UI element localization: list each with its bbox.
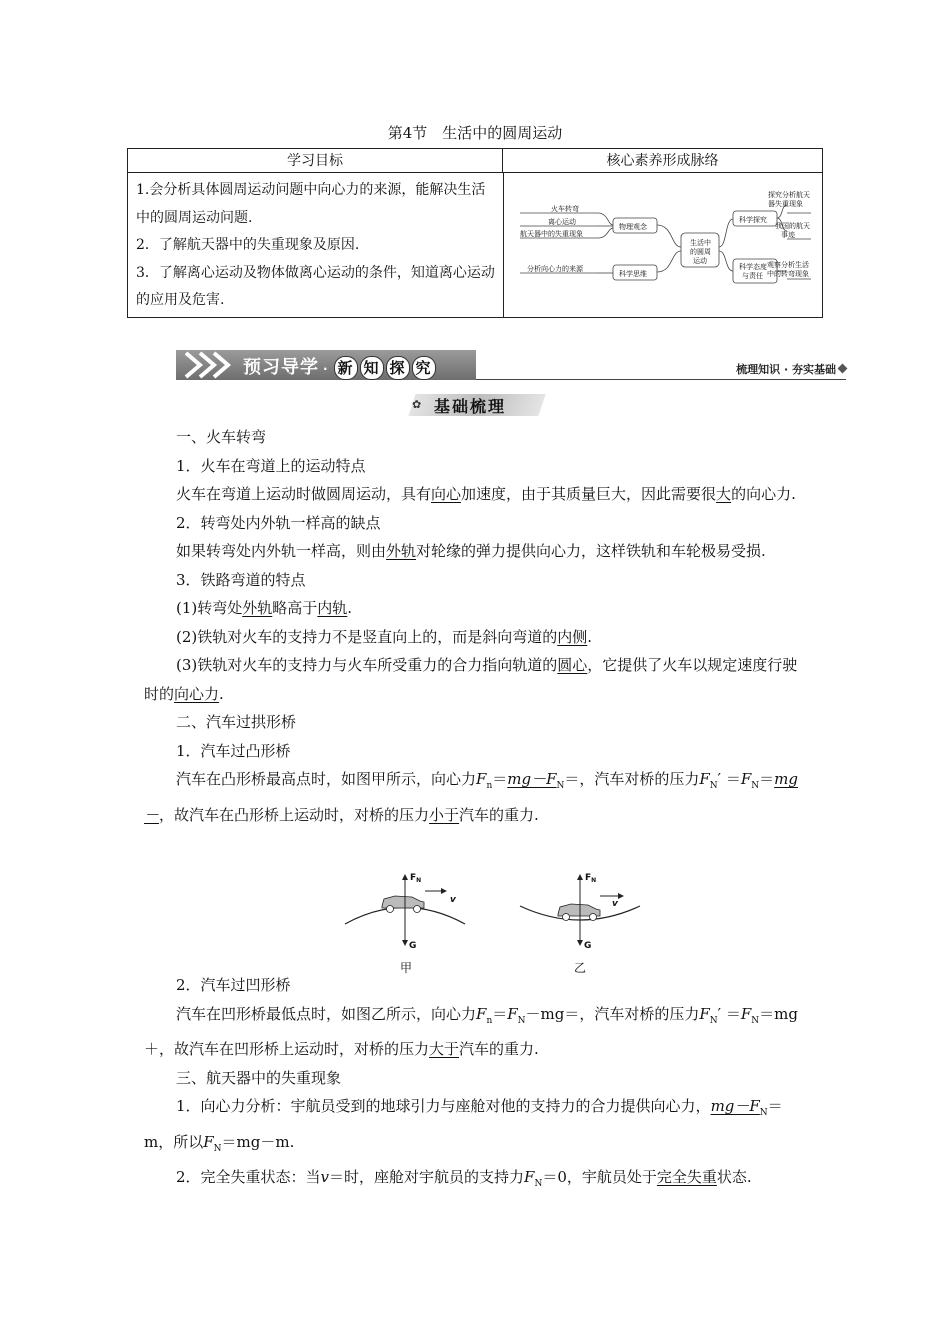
banner-key: 究 [412,356,436,380]
svg-text:甲: 甲 [400,961,413,975]
subheading: 1．火车在弯道上的运动特点 [176,456,366,475]
body-content [144,423,808,1199]
blank-answer: mg－ [144,770,798,824]
mind-center: 的圆周 [690,248,711,256]
paragraph: 2．完全失重状态：当v＝时，座舱对宇航员的支持力$F_N=0$，宇航员处于完全失重状态. [176,1168,752,1189]
blank-answer: 向心 [431,485,462,503]
goal-item: 3．了解离心运动及物体做离心运动的条件，知道离心运动的应用及危害. [136,264,495,308]
heading: 一、火车转弯 [176,428,267,446]
chevrons-icon [180,350,240,380]
goals-header: 学习目标 [128,149,503,173]
goal-item: 1.会分析具体圆周运动问题中向心力的来源，能解决生活中的圆周运动问题. [136,182,486,226]
mind-category: 与责任 [742,272,763,280]
blank-answer: 大于 [429,1040,460,1058]
svg-text:FN: $F_N$ [585,873,597,884]
objectives-table [127,148,823,318]
mind-left-item: 离心运动 [548,218,576,226]
banner-title [243,353,437,380]
mind-right-item: 事迹 [781,231,795,239]
banner-key: 探 [386,356,410,380]
heading: 二、汽车过拱形桥 [176,713,297,731]
subheading: 1．汽车过凸形桥 [176,741,291,760]
mind-left-item: 火车转弯 [551,205,579,213]
mind-category: 物理观念 [619,223,647,231]
paragraph: 1．向心力分析：宇航员受到的地球引力与座舱对他的支持力的合力提供向心力，$mg-F_N=m$，所以$F_N=mg-m$. [144,1097,783,1154]
mind-category: 科学思维 [619,270,647,278]
mind-center: 运动 [693,257,707,265]
table-divider [503,173,504,318]
mindmap-header: 核心素养形成脉络 [503,149,822,173]
mind-category: 科学态度 [739,263,767,271]
convex-bridge-figure [345,873,465,975]
blank-answer: 大 [716,485,732,503]
subheading: 2．转弯处内外轨一样高的缺点 [176,513,381,532]
banner-tagline: 梳理知识 · 夯实基础 [736,363,836,376]
mind-category: 科学探究 [739,216,767,224]
mind-right-item: 探究分析航天 [768,191,810,199]
mindmap-diagram [513,185,813,300]
svg-text:FN: $F_N$ [410,873,422,884]
paragraph: (1)转弯处外轨略高于内轨. [176,599,353,617]
section-banner [176,350,846,382]
paragraph: 火车在弯道上运动时做圆周运动，具有向心加速度，由于其质量巨大，因此需要很大的向心力. [176,485,796,503]
mind-right-item: 器失重现象 [768,200,803,208]
banner-key: 新 [334,356,358,380]
blank-answer: $mg-F_N$ [507,770,565,791]
mind-right-item: 中的转弯现象 [767,270,809,278]
svg-text:v: v [450,895,456,905]
banner-bar [176,350,476,380]
blank-answer: 外轨 [386,542,417,560]
svg-text:乙: 乙 [574,961,587,975]
blank-answer: 向心力 [174,684,220,703]
mind-right-item: 我国的航天 [775,222,810,230]
blank-answer: 完全失重 [656,1168,717,1186]
svg-text:G: G [409,941,417,951]
blank-answer: 内侧 [557,627,588,646]
mind-left-item: 航天器中的失重现象 [520,230,583,238]
banner-underline [476,379,846,380]
section-title: 第4节 生活中的圆周运动 [387,124,563,142]
svg-text:v: v [612,899,618,909]
blank-answer: 小于 [429,805,460,824]
paragraph: 如果转弯处内外轨一样高，则由外轨对轮缘的弹力提供向心力，这样铁轨和车轮极易受损. [176,542,766,560]
subheading: 3．铁路弯道的特点 [176,570,306,589]
paragraph: 汽车在凸形桥最高点时，如图甲所示，向心力$F_n=mg-F_N=$，汽车对桥的压力$F_N' =F_N=mg-$，故汽车在凸形桥上运动时，对桥的压力小于汽车的重力. [144,770,798,824]
concave-bridge-figure [520,873,640,975]
banner-main: 预习导学 [243,357,319,378]
subsection-banner [412,392,542,418]
svg-text:G: G [584,941,592,951]
bridge-figures [340,866,650,981]
mind-right-item: 观察分析生活 [767,261,809,269]
blank-answer: 内轨 [317,599,348,617]
blank-answer: $mg-F_N$ [710,1097,768,1118]
goals-list [136,177,496,315]
mind-center: 生活中 [690,239,711,247]
blank-answer: 圆心 [557,656,588,674]
mind-left-item: 分析向心力的来源 [527,265,583,273]
banner-key: 知 [360,356,384,380]
goal-item: 2．了解航天器中的失重现象及原因. [136,237,360,253]
paragraph: (2)铁轨对火车的支持力不是竖直向上的，而是斜向弯道的内侧. [176,627,593,646]
paragraph: 汽车在凹形桥最低点时，如图乙所示，向心力$F_n=F_N-mg=$，汽车对桥的压力$F_N' =F_N=mg+$，故汽车在凹形桥上运动时，对桥的压力大于汽车的重力. [144,1004,798,1058]
subbanner-title: 基础梳理 [434,397,507,416]
diamond-icon [838,364,848,374]
leaf-icon: ✿ [412,398,422,411]
blank-answer: 外轨 [242,599,273,617]
banner-dot: · [323,362,329,376]
heading: 三、航天器中的失重现象 [176,1068,342,1087]
subheading: 2．汽车过凹形桥 [176,976,291,994]
paragraph: (3)铁轨对火车的支持力与火车所受重力的合力指向轨道的圆心，它提供了火车以规定速度行驶时的向心力. [144,656,798,703]
